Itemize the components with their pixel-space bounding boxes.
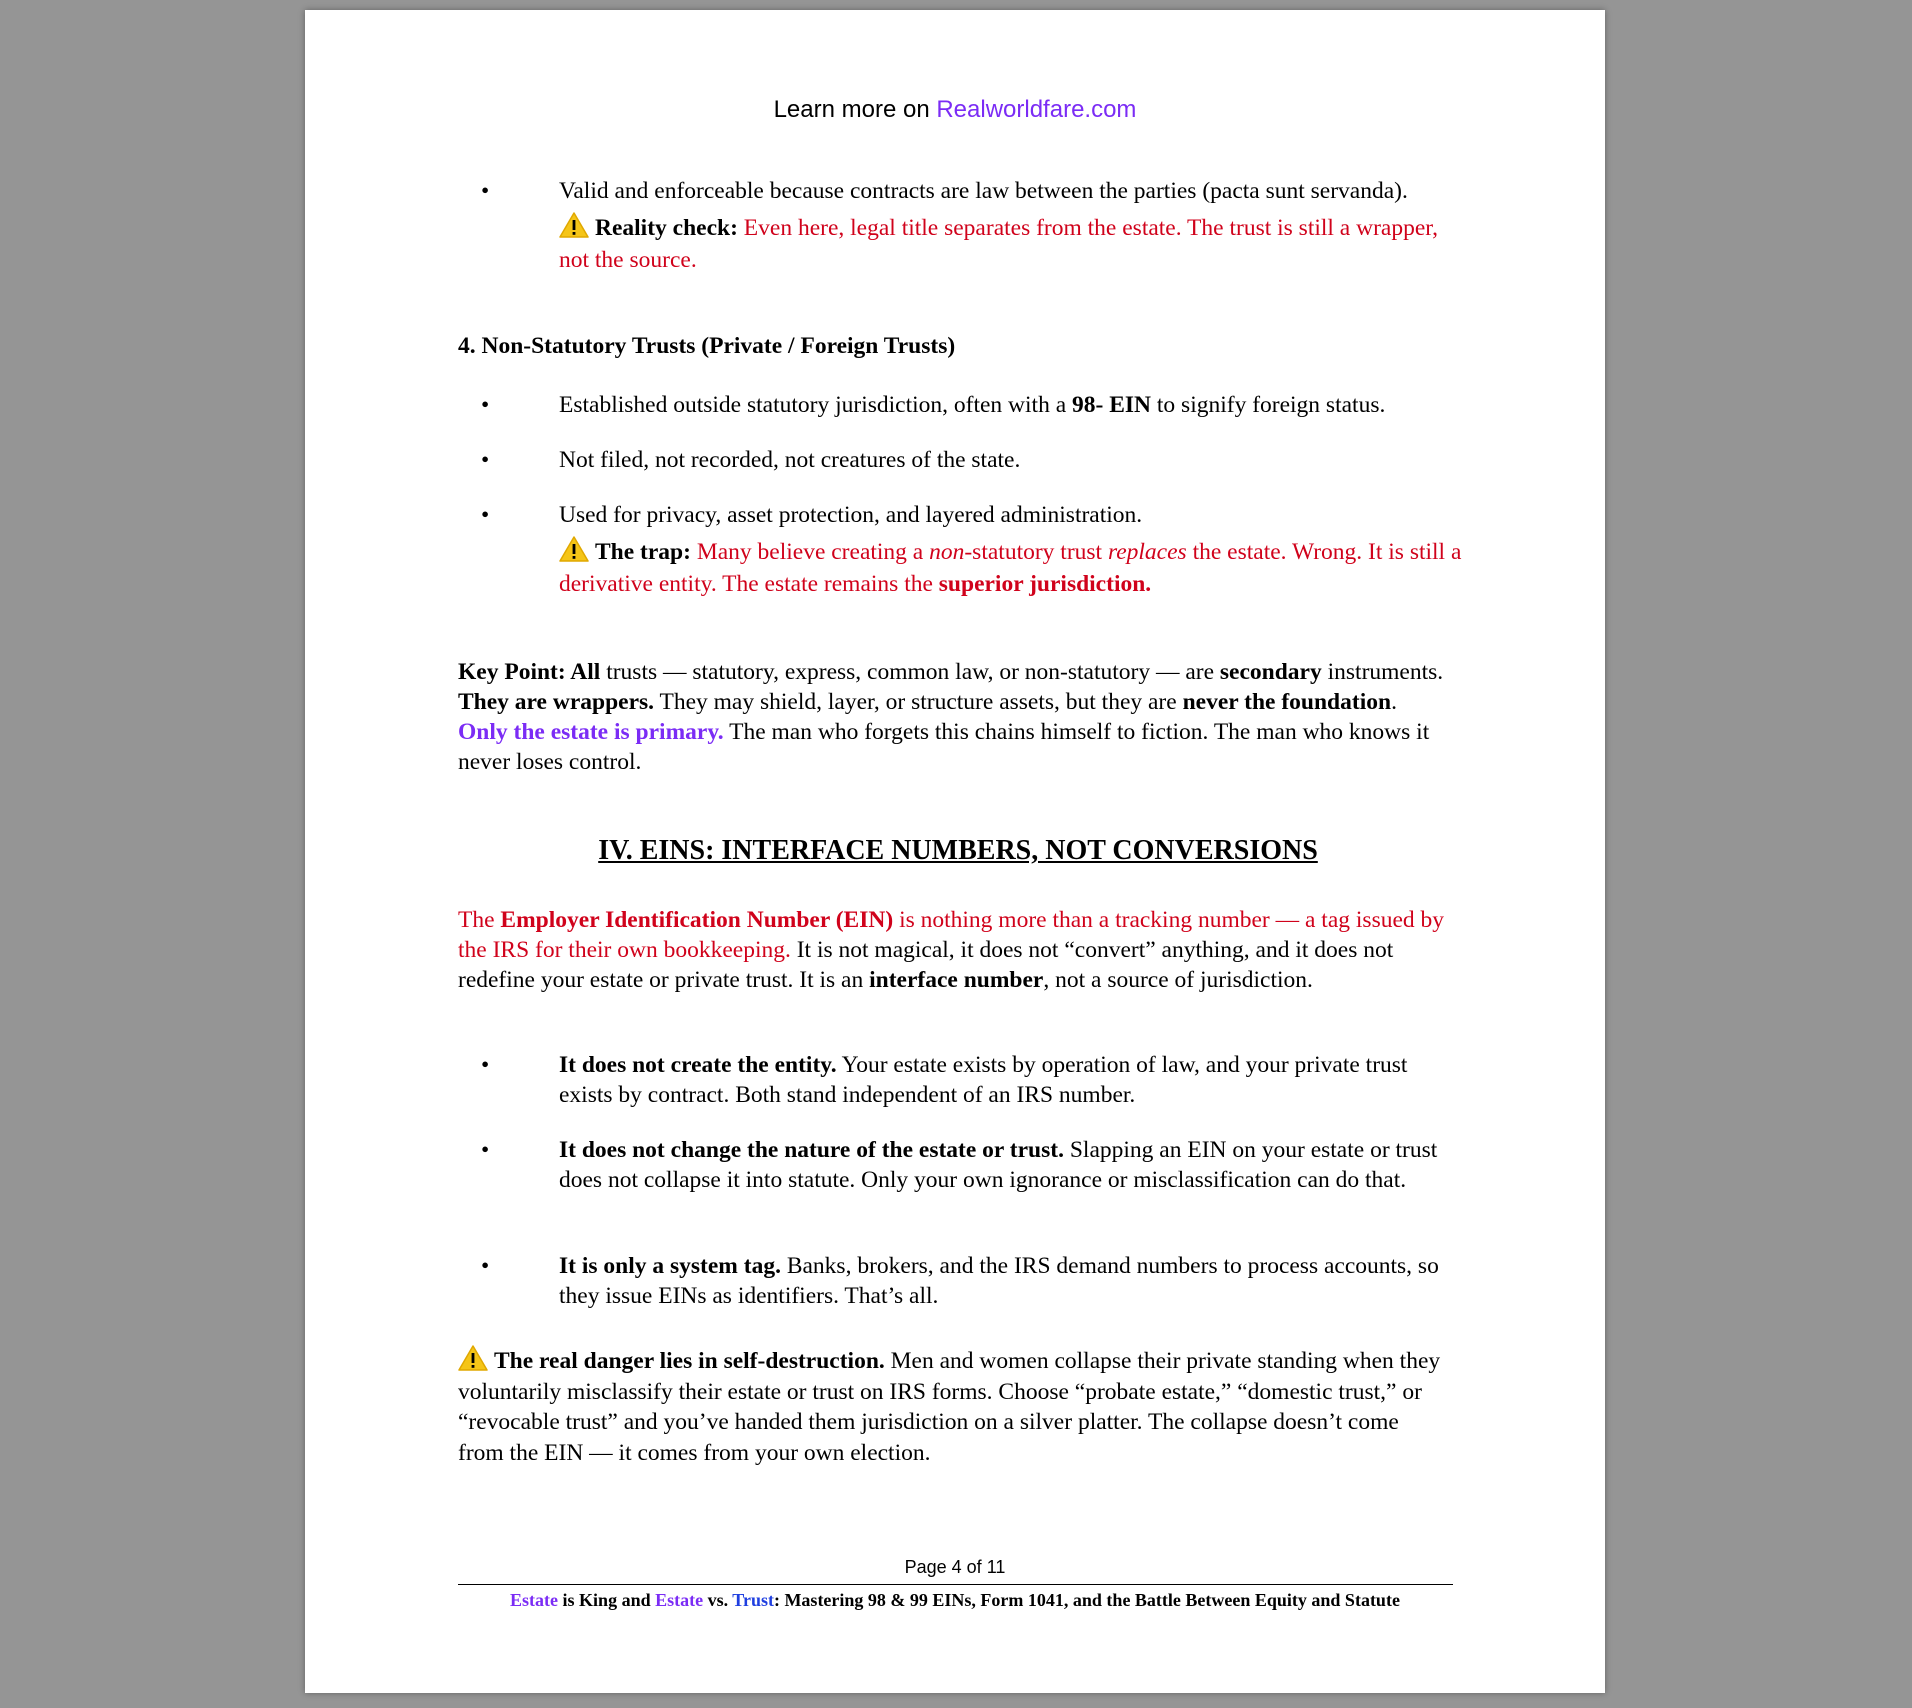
section-iv-heading: IV. EINS: INTERFACE NUMBERS, NOT CONVERSIONS [598, 835, 1318, 866]
trap-note [559, 536, 1464, 600]
bullet-text: Not filed, not recorded, not creatures of the state. [559, 447, 1021, 473]
bullet-text: Established outside statutory jurisdiction, often with a [559, 392, 1073, 418]
reality-check-label: Reality check: [595, 215, 738, 241]
bullet-text: Used for privacy, asset protection, and layered administration. [559, 502, 1143, 528]
website-link[interactable]: Realworldfare.com [936, 96, 1137, 123]
ein-intro-paragraph: The Employer Identification Number (EIN) is nothing more than a tracking number — a tag issued by the IRS for their own bookkeeping. It is not magical, it does not “convert” anything, and it does not redefine your estate or private trust. It is an interface number, not a source of jurisdiction. [458, 907, 1445, 993]
danger-paragraph: The real danger lies in self-destruction. Men and women collapse their private standing when they voluntarily misclassify their estate or trust on IRS forms. Choose “probate estate,” “domestic trust,” or “revocable trust” and you’ve handed them jurisdiction on a silver platter. The collapse doesn’t come from the EIN — it comes from your own election. [458, 1345, 1448, 1468]
warning-icon [559, 212, 589, 238]
section-heading-text: 4. Non-Statutory Trusts (Private / Foreign Trusts) [458, 333, 956, 359]
bullet-icon: • [481, 178, 490, 204]
warning-icon [458, 1345, 488, 1371]
reality-check-note [559, 212, 1459, 276]
warning-icon [559, 536, 589, 562]
ein-prefix: 98- EIN [1072, 392, 1152, 418]
bullet-icon: • [481, 447, 490, 473]
bullet-icon: • [481, 1052, 490, 1078]
bullet-text: Valid and enforceable because contracts are law between the parties (pacta sunt servanda). [559, 178, 1408, 204]
page-number: Page 4 of 11 [904, 1557, 1006, 1577]
page-header [305, 96, 1605, 124]
header-prefix: Learn more on [773, 96, 937, 123]
key-point-paragraph: Key Point: All trusts — statutory, express, common law, or non-statutory — are secondary instruments. They are wrappers. They may shield, layer, or structure assets, but they are never the foundation. Only the estate is primary. The man who forgets this chains himself to fiction. The man who knows it never loses control. [458, 659, 1444, 775]
document-page: Learn more on Realworldfare.com • Valid and enforceable because contracts are law between the parties (pacta sunt servanda). Reality check: Even here, legal title separates from the estate. The trust is still a wrapper, not the source. 4. Non-Statutory Trusts (Private / Foreign Trusts) • Established outside statutory jurisdiction, often with a 98- EIN to signify foreign status. • Not filed, not recorded, not creatures of the state. • Used for privacy, asset protection, and layered administration. The trap: Many believe creating a non-statutory trust replaces the estate. Wrong. It is still a derivative entity. The estate remains the superior jurisdiction. Key Point: All trusts — statutory, express, common law, or non-statutory — are secondary instruments. They are wrappers. They may shield, layer, or structure assets, but they are never the foundation. Only the estate is primary. The man who forgets this chains himself to fiction. The man who knows it never loses control. IV. EINS: INTERFACE NUMBERS, NOT CONVERSIONS The Employer Identification Number (EIN) is nothing more than a tracking number — a tag issued by the IRS for their own bookkeeping. It is not magical, it does not “convert” anything, and it does not redefine your estate or private trust. It is an interface number, not a source of jurisdiction. • It does not create the entity. Your estate exists by operation of law, and your private trust exists by contract. Both stand independent of an IRS number. • It does not change the nature of the estate or trust. Slapping an EIN on your estate or trust does not collapse it into statute. Only your own ignorance or misclassification can do that. • It is only a system tag. Banks, brokers, and the IRS demand numbers to process accounts, so they issue EINs as identifiers. That’s all. The real danger lies in self-destruction. Men and women collapse their private standing when they voluntarily misclassify their estate or trust on IRS forms. Choose “probate estate,” “domestic trust,” or “revocable trust” and you’ve handed them jurisdiction on a silver platter. The collapse doesn’t come from the EIN — it comes from your own election. Page 4 of 11 Estate is King and Estate vs. Trust: Mastering 98 & 99 EINs, Form 1041, and the Battle Between Equity and Statute [305, 10, 1605, 1693]
footer-title: Estate is King and Estate vs. Trust: Mastering 98 & 99 EINs, Form 1041, and the Battle Between Equity and Statute [510, 1590, 1400, 1610]
bullet-icon: • [481, 502, 490, 528]
section-heading [458, 331, 955, 361]
bullet-icon: • [481, 1137, 490, 1163]
bullet-text: to signify foreign status. [1151, 392, 1386, 418]
bullet-icon: • [481, 1253, 490, 1279]
reality-check-text: Even here, legal title separates from the estate. The trust is still a wrapper, not the source. [559, 215, 1439, 273]
trap-text: Many believe creating a non-statutory trust replaces the estate. Wrong. It is still a derivative entity. The estate remains the superior jurisdiction. [559, 539, 1462, 597]
trap-label: The trap: [595, 539, 691, 565]
footer-divider [458, 1584, 1453, 1585]
bullet-icon: • [481, 392, 490, 418]
